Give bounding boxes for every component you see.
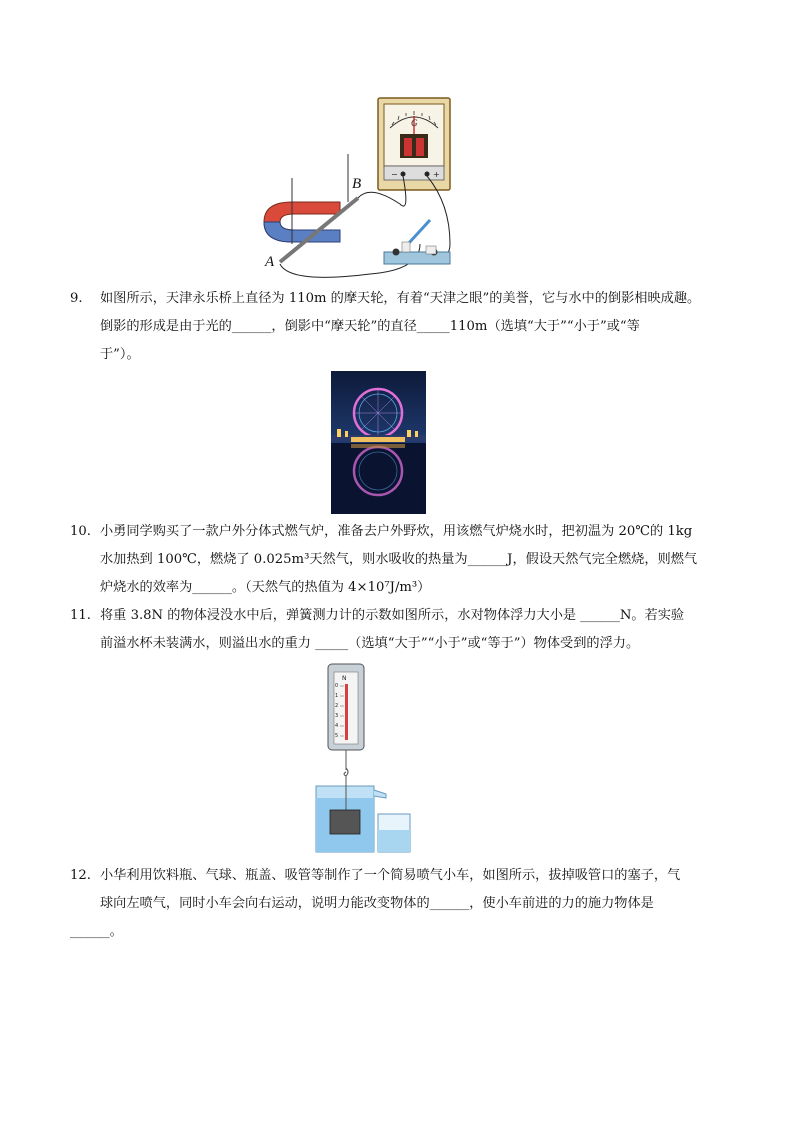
terminal-plus: +: [433, 170, 440, 179]
question-line: 将重 3.8N 的物体浸没水中后，弹簧测力计的示数如图所示，水对物体浮力大小是 ______N。若实验: [100, 608, 685, 623]
question-10: [70, 518, 730, 602]
question-number: 9.: [70, 291, 83, 306]
question-number: 12.: [70, 868, 91, 883]
scale-unit: N: [342, 675, 347, 682]
question-line: 前溢水杯未装满水，则溢出水的重力 _____（选填“大于”“小于”或“等于”）物体受到的浮力。: [100, 636, 640, 651]
scale-tick: 2: [335, 703, 339, 709]
question-line: 水加热到 100℃，燃烧了 0.025m³天然气，则水吸收的热量为______J，假设天然气完全燃烧，则燃气: [100, 552, 698, 567]
scale-tick: 0: [335, 683, 339, 689]
beaker: [378, 814, 410, 852]
question-number: 11.: [70, 608, 91, 623]
galvanometer: [378, 98, 450, 190]
galvanometer-label: G: [411, 118, 418, 128]
spring-scale: [328, 664, 364, 776]
ferris-wheel-photo: [331, 371, 426, 514]
question-line: 球向左喷气，同时小车会向右运动，说明力能改变物体的______，使小车前进的力的施力物体是: [100, 896, 654, 911]
question-line: 倒影的形成是由于光的______，倒影中“摩天轮”的直径_____110m（选填“大于”“小于”或“等: [100, 319, 640, 334]
induction-apparatus-figure: [250, 94, 470, 284]
scale-tick: 4: [335, 723, 339, 729]
knife-switch: [384, 220, 450, 264]
terminal-minus: −: [391, 170, 398, 179]
submerged-block: [330, 810, 360, 834]
question-number: 10.: [70, 524, 91, 539]
label-b: B: [352, 176, 362, 192]
question-9: [70, 285, 730, 369]
scale-tick: 5: [335, 733, 339, 739]
scale-tick: 3: [335, 713, 339, 719]
scale-tick: 1: [335, 693, 339, 699]
label-a: A: [265, 254, 275, 270]
question-12: [70, 862, 730, 946]
question-line: 小勇同学购买了一款户外分体式燃气炉，准备去户外野炊，用该燃气炉烧水时，把初温为 20℃的 1kg: [100, 524, 693, 539]
overflow-cup: [316, 776, 386, 852]
spring-scale-figure: [310, 662, 415, 854]
question-line: 如图所示，天津永乐桥上直径为 110m 的摩天轮，有着“天津之眼”的美誉，它与水中的倒影相映成趣。: [100, 291, 701, 306]
question-line: 炉烧水的效率为______。（天然气的热值为 4×10⁷J/m³）: [100, 580, 431, 595]
question-11: [70, 602, 730, 658]
question-line: 小华利用饮料瓶、气球、瓶盖、吸管等制作了一个简易喷气小车，如图所示，拔掉吸管口的塞子，气: [100, 868, 681, 883]
question-line: ______。: [70, 924, 123, 939]
question-line: 于”）。: [100, 347, 140, 362]
